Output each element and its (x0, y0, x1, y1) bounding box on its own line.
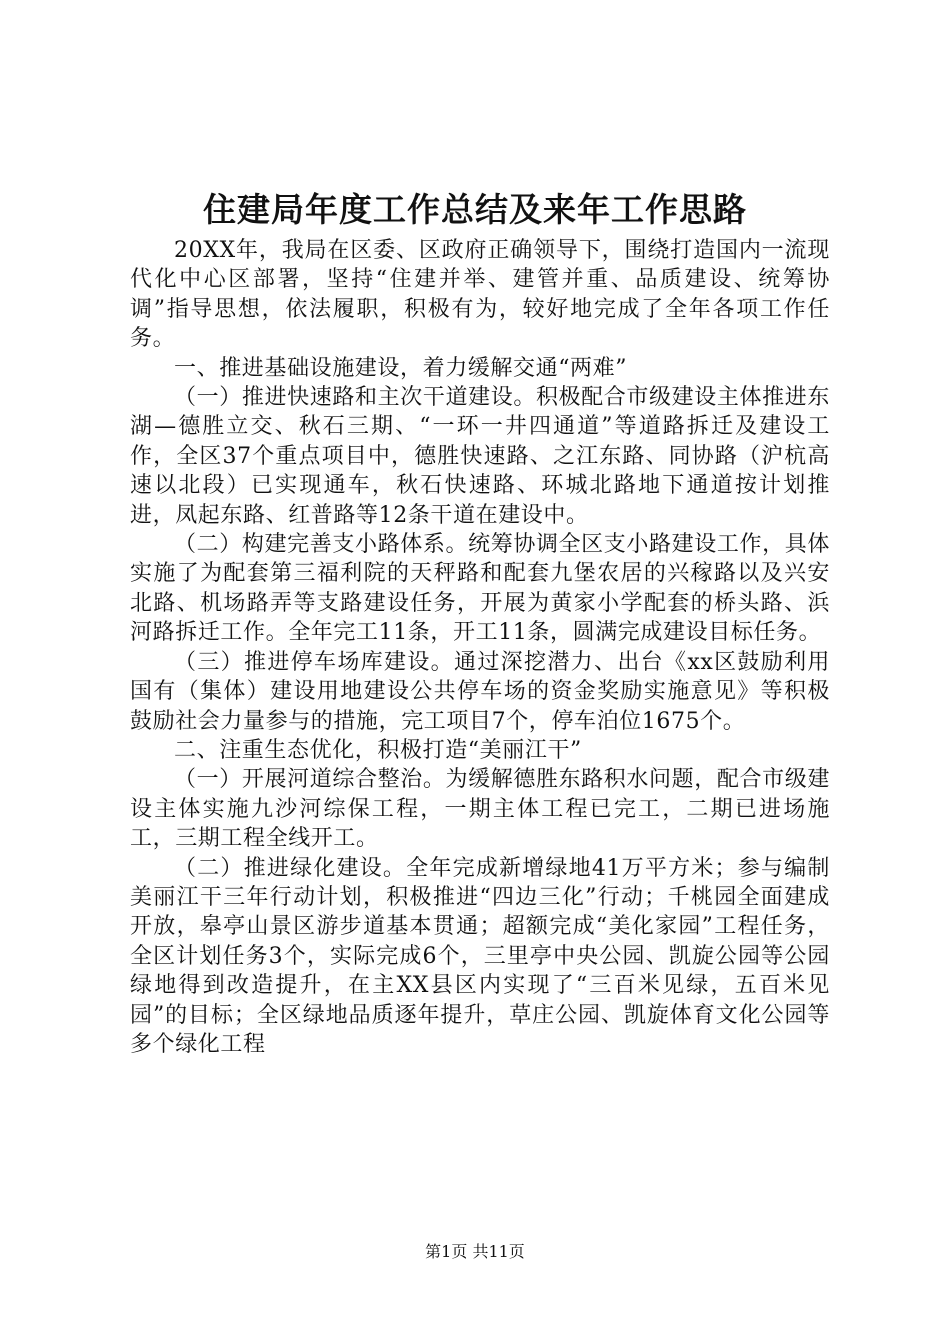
section-heading-2: 二、注重生态优化，积极打造“美丽江干” (174, 737, 582, 763)
paragraph-intro: 20XX年，我局在区委、区政府正确领导下，围绕打造国内一流现代化中心区部署，坚持“住建并举、建管并重、品质建设、统筹协调”指导思想，依法履职，积极有为，较好地完成了全年各项工作任务。 (130, 238, 830, 352)
paragraph-1-2: （二）构建完善支小路体系。统筹协调全区支小路建设工作，具体实施了为配套第三福利院的天秤路和配套九堡农居的兴稼路以及兴安北路、机场路弄等支路建设任务，开展为黄家小学配套的桥头路、浜河路拆迁工作。全年完工11条，开工11条，圆满完成建设目标任务。 (130, 532, 830, 646)
paragraph-1-1: （一）推进快速路和主次干道建设。积极配合市级建设主体推进东湖—德胜立交、秋石三期、“一环一井四通道”等道路拆迁及建设工作，全区37个重点项目中，德胜快速路、之江东路、同协路（沪杭高速以北段）已实现通车，秋石快速路、环城北路地下通道按计划推进，凤起东路、红普路等12条干道在建设中。 (130, 385, 830, 528)
paragraph-2-1: （一）开展河道综合整治。为缓解德胜东路积水问题，配合市级建设主体实施九沙河综保工程，一期主体工程已完工，二期已进场施工，三期工程全线开工。 (130, 767, 830, 852)
paragraph-1-3: （三）推进停车场库建设。通过深挖潜力、出台《xx区鼓励利用国有（集体）建设用地建设公共停车场的资金奖励实施意见》等积极鼓励社会力量参与的措施，完工项目7个，停车泊位1675个。 (130, 649, 830, 734)
section-heading-1: 一、推进基础设施建设，着力缓解交通“两难” (174, 355, 628, 381)
page-footer: 第1页 共11页 (425, 1242, 525, 1261)
document-title: 住建局年度工作总结及来年工作思路 (203, 190, 747, 229)
paragraph-2-2: （二）推进绿化建设。全年完成新增绿地41万平方米；参与编制美丽江干三年行动计划，积极推进“四边三化”行动；千桃园全面建成开放，皋亭山景区游步道基本贯通；超额完成“美化家园”工程任务，全区计划任务3个，实际完成6个，三里亭中央公园、凯旋公园等公园绿地得到改造提升，在主XX县区内实现了“三百米见绿，五百米见园”的目标；全区绿地品质逐年提升，草庄公园、凯旋体育文化公园等多个绿化工程 (130, 855, 830, 1057)
document-body (130, 236, 830, 1059)
